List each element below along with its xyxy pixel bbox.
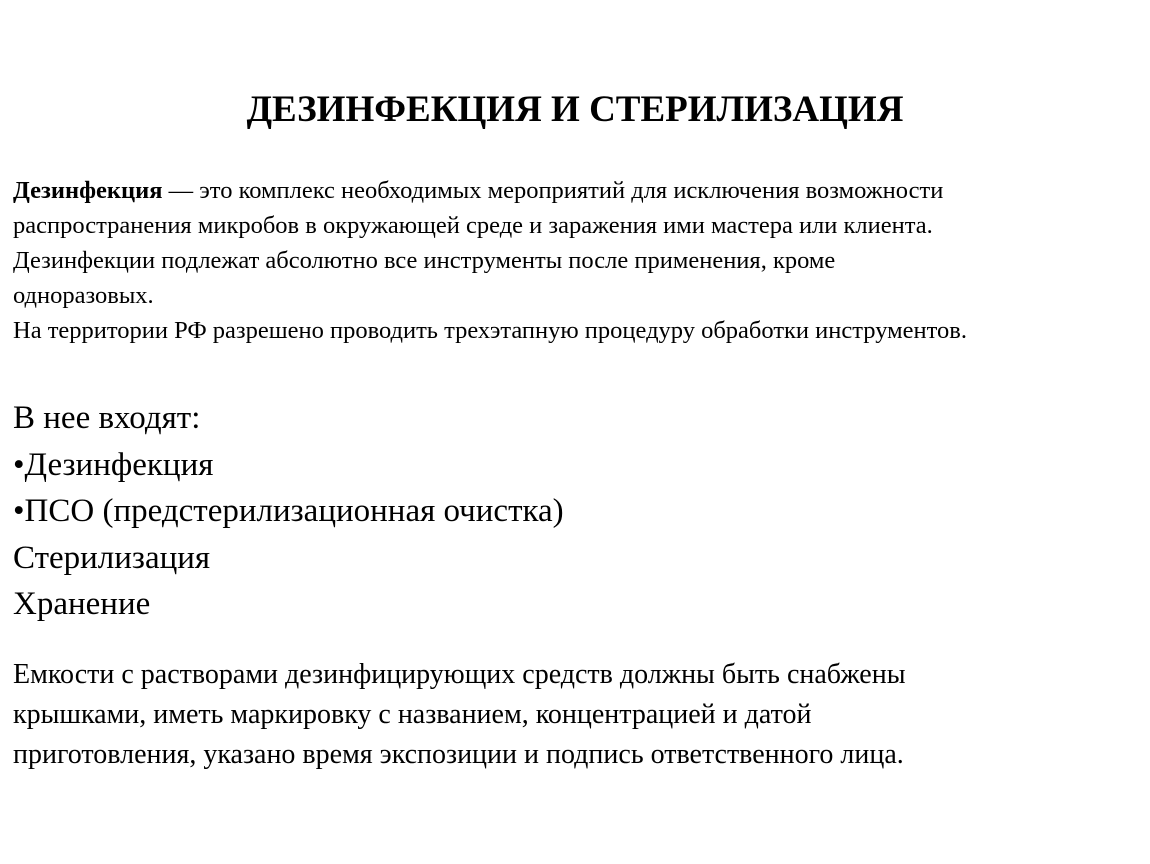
intro-line-3: Дезинфекции подлежат абсолютно все инструменты после применения, кроме xyxy=(13,247,836,274)
page-title: ДЕЗИНФЕКЦИЯ И СТЕРИЛИЗАЦИЯ xyxy=(246,89,904,130)
containers-note xyxy=(13,655,1133,775)
steps-list xyxy=(13,395,1133,628)
step-item-pso: •ПСО (предстерилизационная очистка) xyxy=(13,493,564,529)
step-item-storage: Хранение xyxy=(13,586,151,622)
note-line-3: приготовления, указано время экспозиции и подпись ответственного лица. xyxy=(13,739,904,770)
note-line-1: Емкости с растворами дезинфицирующих средств должны быть снабжены xyxy=(13,659,906,690)
intro-definition: — это комплекс необходимых мероприятий для исключения возможности xyxy=(162,177,944,204)
intro-line-2: распространения микробов в окружающей среде и заражения ими мастера или клиента. xyxy=(13,212,933,239)
intro-line-5: На территории РФ разрешено проводить трехэтапную процедуру обработки инструментов. xyxy=(13,317,967,344)
steps-heading: В нее входят: xyxy=(13,400,201,436)
note-line-2: крышками, иметь маркировку с названием, концентрацией и датой xyxy=(13,699,812,730)
step-item-disinfection: •Дезинфекция xyxy=(13,446,214,483)
step-item-sterilization: Стерилизация xyxy=(13,539,211,576)
intro-paragraph xyxy=(13,173,1143,348)
intro-line-1 xyxy=(13,173,1143,208)
intro-term: Дезинфекция xyxy=(13,177,163,204)
intro-line-4: одноразовых. xyxy=(13,282,154,309)
